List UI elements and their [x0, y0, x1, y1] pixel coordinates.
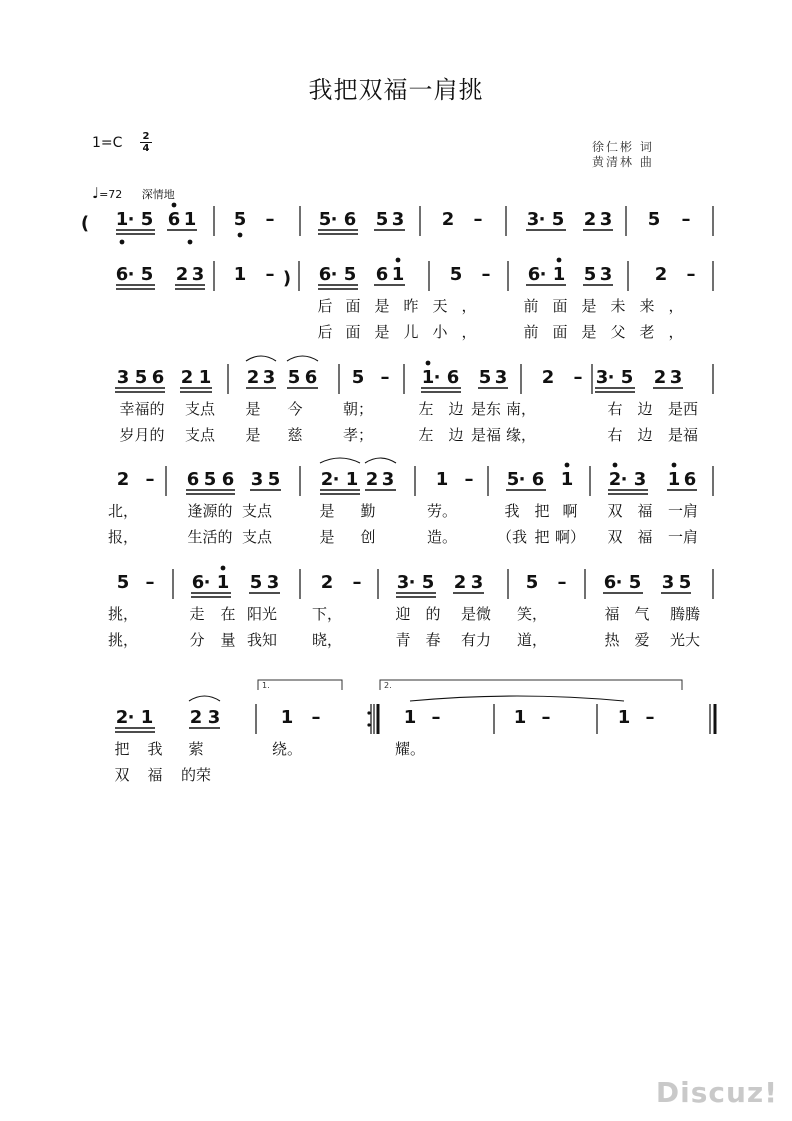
jianpu-note: 2 [365, 469, 379, 490]
lyric-syllable: 绕。 [271, 740, 303, 758]
jianpu-note: – [265, 209, 275, 230]
lyric-syllable: 是 [374, 323, 390, 341]
lyric-syllable: 一肩 [667, 528, 699, 546]
lyric-syllable: 我 [504, 502, 520, 520]
jianpu-note: 5 [287, 367, 301, 388]
jianpu-note: 5 [134, 367, 148, 388]
lyric-syllable: 报， [107, 528, 139, 546]
slur [320, 458, 360, 463]
lyric-syllable: 支点 [241, 528, 273, 546]
jianpu-note: 2 [246, 367, 260, 388]
lyric-syllable: ， [668, 297, 684, 315]
jianpu-note: 6 [167, 209, 181, 230]
jianpu-note: 3 [116, 367, 130, 388]
jianpu-note: – [573, 367, 583, 388]
low-octave-dot [120, 240, 125, 245]
lyric-syllable: 造。 [426, 528, 458, 546]
jianpu-note: 6 [318, 264, 332, 285]
lyric-syllable: 支点 [184, 426, 216, 444]
jianpu-note: 5 [249, 572, 263, 593]
jianpu-note: 3 [595, 367, 609, 388]
jianpu-note: 1 [280, 707, 294, 728]
lyric-syllable: 面 [552, 323, 568, 341]
lyric-syllable: 老 [639, 323, 655, 341]
lyric-syllable: 劳。 [426, 502, 458, 520]
jianpu-note: 5 [628, 572, 642, 593]
jianpu-note: · [518, 469, 526, 490]
lyric-syllable: 把 [534, 528, 550, 546]
lyric-syllable: 天 [432, 297, 448, 315]
lyric-syllable: 缘， [505, 426, 537, 444]
lyric-syllable: 双 [607, 502, 623, 520]
high-octave-dot [672, 463, 677, 468]
jianpu-note: 1 [435, 469, 449, 490]
lyric-syllable: 青 [395, 631, 411, 649]
lyric-syllable: 左 [418, 400, 434, 418]
high-octave-dot [396, 258, 401, 263]
jianpu-note: 2 [541, 367, 555, 388]
jianpu-note: 6 [343, 209, 357, 230]
jianpu-note: 1 [391, 264, 405, 285]
jianpu-note: · [408, 572, 416, 593]
lyric-syllable: 是福 [470, 426, 502, 444]
jianpu-note: 2 [180, 367, 194, 388]
jianpu-note: · [127, 209, 135, 230]
lyric-syllable: 迎 [395, 605, 411, 623]
jianpu-note: 5 [620, 367, 634, 388]
lyric-syllable: 右 [607, 400, 623, 418]
jianpu-note: 3 [191, 264, 205, 285]
jianpu-note: 5 [678, 572, 692, 593]
jianpu-note: – [265, 264, 275, 285]
jianpu-note: 5 [551, 209, 565, 230]
jianpu-note: 1 [345, 469, 359, 490]
lyric-syllable: 面 [552, 297, 568, 315]
jianpu-note: 5 [421, 572, 435, 593]
lyric-syllable: 父 [610, 323, 626, 341]
jianpu-note: 2 [583, 209, 597, 230]
jianpu-note: 5 [506, 469, 520, 490]
jianpu-note: 1 [233, 264, 247, 285]
jianpu-note: 6 [115, 264, 129, 285]
jianpu-note: · [332, 469, 340, 490]
low-octave-dot [188, 240, 193, 245]
jianpu-note: 3 [381, 469, 395, 490]
lyric-syllable: 是微 [460, 605, 492, 623]
jianpu-note: – [431, 707, 441, 728]
lyric-syllable: 幸福的 [119, 400, 165, 418]
lyric-syllable: 是 [374, 297, 390, 315]
lyric-syllable: 南， [505, 400, 537, 418]
jianpu-note: 5 [647, 209, 661, 230]
jianpu-note: 6 [191, 572, 205, 593]
jianpu-note: 3 [494, 367, 508, 388]
lyric-syllable: 北， [107, 502, 139, 520]
lyric-syllable: 一肩 [667, 502, 699, 520]
slur [365, 458, 396, 463]
lyric-syllable: 是东 [470, 400, 502, 418]
lyric-syllable: 双 [114, 766, 130, 784]
jianpu-note: 5 [351, 367, 365, 388]
jianpu-note: 6 [527, 264, 541, 285]
jianpu-note: 2 [608, 469, 622, 490]
lyric-syllable: 是福 [667, 426, 699, 444]
lyric-syllable: 是西 [667, 400, 699, 418]
jianpu-note: · [607, 367, 615, 388]
jianpu-note: 1 [403, 707, 417, 728]
lyric-syllable: 来 [639, 297, 655, 315]
lyricist-credit: 徐仁彬 词 [592, 140, 654, 154]
quarter-note-icon: ♩ [92, 184, 100, 202]
jianpu-note: · [433, 367, 441, 388]
jianpu-note: · [539, 264, 547, 285]
lyric-syllable: 我知 [246, 631, 278, 649]
jianpu-note: 1 [552, 264, 566, 285]
jianpu-note: 3 [250, 469, 264, 490]
lyric-syllable: 面 [345, 297, 361, 315]
lyric-syllable: 福 [637, 502, 653, 520]
lyric-syllable: 前 [523, 323, 539, 341]
jianpu-note: · [330, 209, 338, 230]
jianpu-note: 5 [525, 572, 539, 593]
lyric-syllable: 腾腾 [669, 605, 701, 623]
lyric-syllable: 气 [634, 605, 650, 623]
lyric-syllable: 后 [317, 323, 333, 341]
jianpu-note: 3 [526, 209, 540, 230]
repeat-dot [367, 723, 370, 726]
composer-credit: 黄清林 曲 [592, 155, 654, 169]
lyric-syllable: ， [668, 323, 684, 341]
jianpu-note: 1 [183, 209, 197, 230]
jianpu-note: – [145, 469, 155, 490]
lyric-syllable: 耀。 [394, 740, 426, 758]
jianpu-note: – [380, 367, 390, 388]
jianpu-note: – [473, 209, 483, 230]
high-octave-dot [221, 566, 226, 571]
jianpu-note: 3 [669, 367, 683, 388]
lyric-syllable: 小 [432, 323, 448, 341]
lyric-syllable: 今 [287, 400, 303, 418]
lyric-syllable: 边 [637, 400, 653, 418]
jianpu-note: · [127, 707, 135, 728]
high-octave-dot [613, 463, 618, 468]
low-octave-dot [238, 233, 243, 238]
slur [287, 356, 318, 361]
lyric-syllable: 边 [448, 400, 464, 418]
jianpu-note: 1 [198, 367, 212, 388]
jianpu-note: – [145, 572, 155, 593]
jianpu-note: 5 [203, 469, 217, 490]
lyric-syllable: 边 [448, 426, 464, 444]
lyric-syllable: 朝； [342, 400, 374, 418]
jianpu-note: 3 [599, 209, 613, 230]
lyric-syllable: 左 [418, 426, 434, 444]
jianpu-note: · [538, 209, 546, 230]
lyric-syllable: 昨 [403, 297, 419, 315]
lyric-syllable: 未 [610, 297, 626, 315]
lyric-syllable: 后 [317, 297, 333, 315]
jianpu-note: 6 [683, 469, 697, 490]
lyric-syllable: 阳光 [246, 605, 278, 623]
jianpu-note: · [203, 572, 211, 593]
jianpu-note: · [127, 264, 135, 285]
first-ending-label: 1. [262, 681, 270, 690]
first-ending-bracket [258, 680, 342, 690]
key-signature: 1=C [92, 135, 123, 151]
lyric-syllable: 走 [189, 605, 205, 623]
jianpu-note: 2 [653, 367, 667, 388]
lyric-syllable: 爱 [634, 631, 650, 649]
lyric-syllable: 有力 [460, 631, 492, 649]
jianpu-note: 3 [207, 707, 221, 728]
time-signature-numerator: 2 [142, 131, 150, 142]
lyric-syllable: 春 [425, 631, 441, 649]
jianpu-note: · [615, 572, 623, 593]
jianpu-note: 2 [116, 469, 130, 490]
slur [246, 356, 276, 361]
lyric-syllable: 量 [220, 631, 236, 649]
lyric-syllable: 是 [581, 297, 597, 315]
second-ending-label: 2. [384, 681, 392, 690]
jianpu-note: 6 [186, 469, 200, 490]
jianpu-note: – [541, 707, 551, 728]
jianpu-note: 6 [221, 469, 235, 490]
jianpu-note: 5 [449, 264, 463, 285]
lyric-syllable: 热 [604, 631, 620, 649]
page-title: 我把双福一肩挑 [308, 76, 484, 104]
watermark: Discuz! [655, 1076, 778, 1109]
jianpu-note: 5 [140, 264, 154, 285]
jianpu-note: ) [282, 268, 292, 289]
lyric-syllable: 岁月的 [119, 426, 165, 444]
lyric-syllable: 光大 [669, 631, 701, 649]
lyric-syllable: 的 [425, 605, 441, 623]
lyric-syllable: 笑， [516, 605, 548, 623]
lyric-syllable: ， [461, 323, 477, 341]
jianpu-note: 2 [115, 707, 129, 728]
jianpu-note: 2 [654, 264, 668, 285]
jianpu-note: 1 [421, 367, 435, 388]
slur [189, 696, 220, 701]
lyric-syllable: 是 [581, 323, 597, 341]
lyric-syllable: 边 [637, 426, 653, 444]
jianpu-note: – [645, 707, 655, 728]
jianpu-note: 1 [513, 707, 527, 728]
jianpu-note: 2 [175, 264, 189, 285]
jianpu-note: 3 [599, 264, 613, 285]
jianpu-note: – [352, 572, 362, 593]
lyric-syllable: 支点 [184, 400, 216, 418]
jianpu-note: 1 [115, 209, 129, 230]
lyric-syllable: 是 [319, 528, 335, 546]
lyric-syllable: 把 [114, 740, 130, 758]
jianpu-note: 6 [375, 264, 389, 285]
lyric-syllable: 勤 [360, 502, 376, 520]
lyric-syllable: 慈 [287, 426, 303, 444]
jianpu-note: 3 [633, 469, 647, 490]
lyric-syllable: （我 [496, 528, 528, 546]
jianpu-note: 6 [304, 367, 318, 388]
jianpu-note: 2 [441, 209, 455, 230]
slur [410, 696, 624, 701]
lyric-syllable: 孝； [342, 426, 374, 444]
jianpu-note: 5 [478, 367, 492, 388]
lyric-syllable: 创 [360, 528, 376, 546]
lyric-syllable: 啊 [562, 502, 578, 520]
high-octave-dot [565, 463, 570, 468]
jianpu-note: 6 [446, 367, 460, 388]
jianpu-note: 2 [189, 707, 203, 728]
jianpu-note: · [330, 264, 338, 285]
repeat-dot [367, 711, 370, 714]
jianpu-note: 1 [216, 572, 230, 593]
lyric-syllable: 分 [189, 631, 205, 649]
jianpu-note: 6 [531, 469, 545, 490]
jianpu-note: 5 [343, 264, 357, 285]
lyric-syllable: 的荣 [180, 766, 212, 784]
jianpu-note: 3 [661, 572, 675, 593]
jianpu-note: – [464, 469, 474, 490]
lyric-syllable: 前 [523, 297, 539, 315]
lyric-syllable: 福 [147, 766, 163, 784]
jianpu-note: 2 [320, 469, 334, 490]
jianpu-note: 2 [320, 572, 334, 593]
lyric-syllable: 挑， [107, 631, 139, 649]
high-octave-dot [557, 258, 562, 263]
jianpu-note: 1 [560, 469, 574, 490]
jianpu-note: 3 [262, 367, 276, 388]
tempo-bpm: =72 [99, 188, 123, 201]
lyric-syllable: 逢源的 [187, 502, 233, 520]
jianpu-note: 5 [140, 209, 154, 230]
time-signature-denominator: 4 [140, 142, 152, 154]
lyric-syllable: ， [461, 297, 477, 315]
jianpu-note: 1 [140, 707, 154, 728]
lyric-syllable: 儿 [403, 323, 419, 341]
jianpu-note: 5 [116, 572, 130, 593]
high-octave-dot [172, 203, 177, 208]
lyric-syllable: 萦 [188, 740, 204, 758]
lyric-syllable: 挑， [107, 605, 139, 623]
lyric-syllable: 是 [245, 400, 261, 418]
jianpu-note: 3 [396, 572, 410, 593]
lyric-syllable: 在 [220, 605, 236, 623]
jianpu-note: 5 [583, 264, 597, 285]
lyric-syllable: 是 [319, 502, 335, 520]
lyric-syllable: 啊） [554, 528, 586, 546]
jianpu-note: 3 [391, 209, 405, 230]
jianpu-note: 6 [151, 367, 165, 388]
jianpu-note: – [681, 209, 691, 230]
jianpu-note: 3 [266, 572, 280, 593]
jianpu-note: 1 [667, 469, 681, 490]
lyric-syllable: 是 [245, 426, 261, 444]
jianpu-note: 1 [617, 707, 631, 728]
high-octave-dot [426, 361, 431, 366]
lyric-syllable: 下， [311, 605, 343, 623]
second-ending-bracket [380, 680, 682, 690]
jianpu-note: 2 [453, 572, 467, 593]
lyric-syllable: 双 [607, 528, 623, 546]
lyric-syllable: 面 [345, 323, 361, 341]
jianpu-note: 5 [233, 209, 247, 230]
jianpu-note: 5 [267, 469, 281, 490]
lyric-syllable: 支点 [241, 502, 273, 520]
jianpu-note: – [481, 264, 491, 285]
jianpu-note: 3 [470, 572, 484, 593]
lyric-syllable: 道， [516, 631, 548, 649]
jianpu-note: – [686, 264, 696, 285]
expression-marking: 深情地 [141, 188, 175, 201]
lyric-syllable: 福 [637, 528, 653, 546]
jianpu-note: – [557, 572, 567, 593]
jianpu-note: 5 [318, 209, 332, 230]
lyric-syllable: 我 [147, 740, 163, 758]
lyric-syllable: 生活的 [187, 528, 233, 546]
lyric-syllable: 把 [534, 502, 550, 520]
lyric-syllable: 福 [604, 605, 620, 623]
lyric-syllable: 右 [607, 426, 623, 444]
jianpu-note: · [620, 469, 628, 490]
jianpu-note: 5 [375, 209, 389, 230]
jianpu-note: ( [80, 213, 90, 234]
jianpu-note: 6 [603, 572, 617, 593]
jianpu-note: – [311, 707, 321, 728]
lyric-syllable: 晓， [311, 631, 343, 649]
